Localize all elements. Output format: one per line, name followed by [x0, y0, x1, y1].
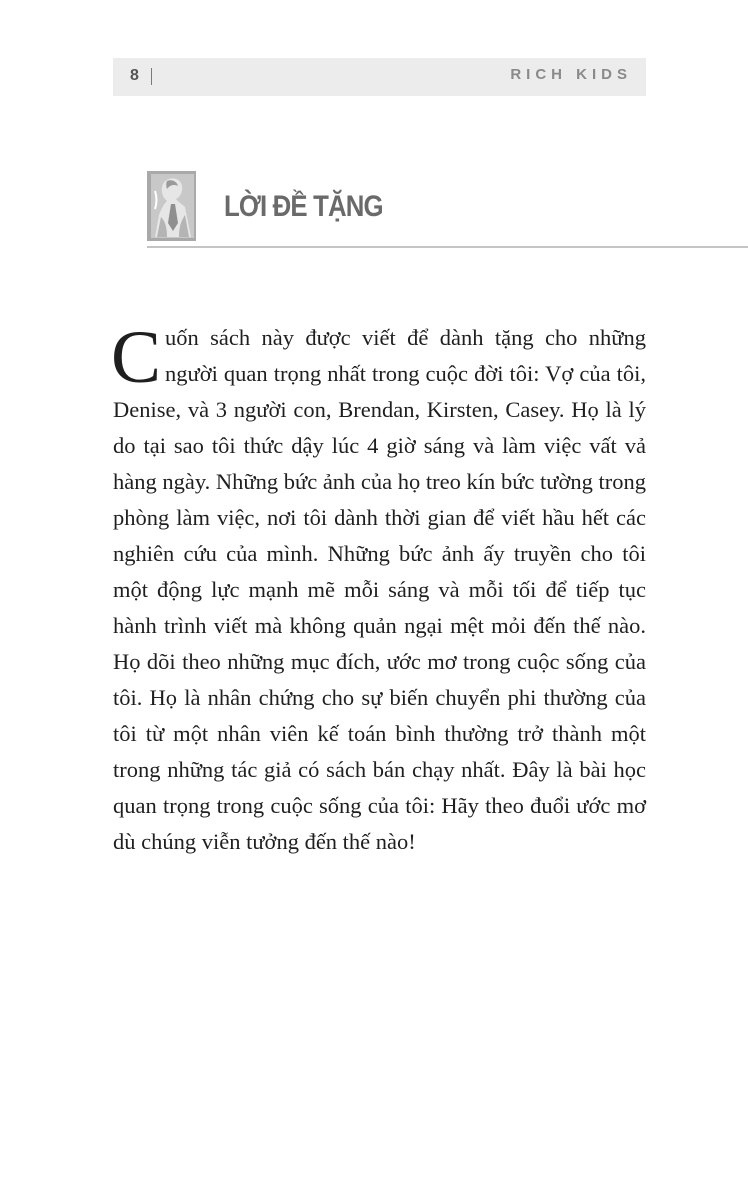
dedication-text: uốn sách này được viết để dành tặng cho những người quan trọng nhất trong cuộc đời tôi: Vợ của tôi, Denise, và 3 người con, Brendan, Kirsten, Casey. Họ là lý do tại sao tôi thức dậy lúc 4 giờ sáng và làm việc vất vả hàng ngày. Những bức ảnh của họ treo kín bức tường trong phòng làm việc, nơi tôi dành thời gian để viết hầu hết các nghiên cứu của mình. Những bức ảnh ấy truyền cho tôi một động lực mạnh mẽ mỗi sáng và mỗi tối để tiếp tục hành trình viết mà không quản ngại mệt mỏi đến thế nào. Họ dõi theo những mục đích, ước mơ trong cuộc sống của tôi. Họ là nhân chứng cho sự biến chuyển phi thường của tôi từ một nhân viên kế toán bình thường trở thành một trong những tác giả có sách bán chạy nhất. Đây là bài học quan trọng trong cuộc sống của tôi: Hãy theo đuổi ước mơ dù chúng viễn tưởng đến thế nào! — [113, 325, 646, 854]
dedication-paragraph — [111, 316, 646, 860]
running-header — [113, 58, 646, 96]
chapter-rule — [147, 246, 748, 248]
header-divider — [151, 68, 152, 85]
drop-cap: C — [111, 316, 162, 399]
chapter-title: LỜI ĐỀ TẶNG — [224, 190, 383, 223]
book-title: RICH KIDS — [510, 66, 632, 83]
portrait-emblem-icon — [147, 171, 196, 241]
chapter-heading — [147, 171, 748, 249]
page-number: 8 — [130, 67, 139, 84]
